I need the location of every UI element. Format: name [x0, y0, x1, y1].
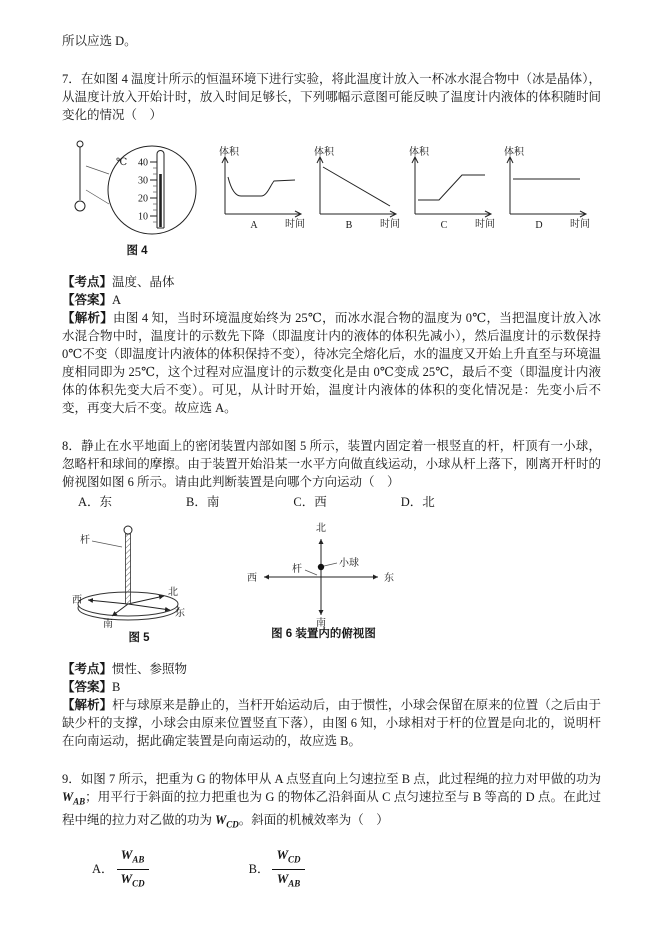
figure-4-thermometer-block — [62, 132, 212, 259]
fraction-numerator-sub: AB — [132, 854, 145, 865]
graph-b-xlabel: 时间 — [380, 219, 400, 230]
volume-time-graph-b — [307, 144, 402, 236]
q9-text-part2: ；用平行于斜面的拉力把重也为 G 的物体乙沿斜面从 C 点匀速拉至与 B 等高的 D 点。在此过程中绳的拉力对乙做的功为 — [62, 790, 601, 827]
q9-work-symbol-1: W — [62, 790, 74, 804]
rod-pointer-line — [92, 541, 122, 547]
graph-c-ylabel: 体积 — [409, 147, 429, 158]
svg-text:40: 40 — [138, 157, 148, 169]
q8-answer-value: B — [112, 680, 121, 694]
question-9-text — [62, 770, 601, 833]
rod-pointer-line — [305, 570, 317, 575]
graph-b-ylabel: 体积 — [314, 147, 334, 158]
lens-callout-line — [86, 166, 109, 174]
q8-option-b: B．南 — [186, 495, 220, 509]
q9-option-a — [92, 847, 149, 891]
fraction-numerator: W — [120, 847, 133, 862]
north-label: 北 — [168, 587, 178, 598]
fraction-numerator: W — [276, 847, 289, 862]
fraction-denominator-sub: CD — [132, 878, 145, 889]
ball-dot — [318, 564, 324, 570]
graph-a-curve — [228, 177, 295, 196]
jiexi-label: 【解析】 — [62, 698, 113, 712]
west-label: 西 — [72, 595, 82, 606]
q9-option-b — [249, 847, 305, 891]
jiexi-label: 【解析】 — [62, 311, 114, 325]
kaodian-label: 【考点】 — [62, 275, 113, 289]
answer-label: 【答案】 — [62, 293, 113, 307]
volume-time-graph-a — [212, 144, 307, 236]
volume-time-graph-d — [497, 144, 592, 236]
figure-4-group — [62, 132, 601, 259]
vertical-rod — [126, 534, 131, 604]
svg-text:20: 20 — [138, 193, 148, 205]
q8-jiexi-text: 杆与球原来是静止的，当杆开始运动后，由于惯性，小球会保留在原来的位置（之后由于缺少杆的支撑，小球会由原来位置竖直下落），由图 6 知，小球相对于杆的位置是向北的，说明杆在向南运动，据此确定装置是向南运动的，故应选 B。 — [62, 698, 601, 748]
q7-answer-value: A — [112, 293, 122, 307]
figure-4-caption: 图 4 — [126, 245, 148, 257]
east-label: 东 — [384, 573, 394, 584]
thermometer-tube — [157, 151, 164, 229]
graph-a-xlabel: 时间 — [285, 219, 305, 230]
graph-d-xlabel: 时间 — [570, 219, 590, 230]
thermometer-bulb — [75, 201, 85, 211]
q8-option-a: A．东 — [78, 495, 113, 509]
q8-jiexi-paragraph — [62, 696, 601, 750]
ball-label: 小球 — [339, 558, 359, 569]
fraction-denominator: W — [276, 870, 289, 886]
q9-work-subscript-1: AB — [73, 796, 86, 807]
figure-5-block — [64, 519, 214, 646]
rod-label: 杆 — [292, 564, 302, 575]
q9-work-symbol-2: W — [215, 812, 227, 827]
question-8-text: 8．静止在水平地面上的密闭装置内部如图 5 所示，装置内固定着一根竖直的杆，杆顶有一小球，忽略杆和球间的摩擦。由于装置开始沿某一水平方向做直线运动，小球从杆上落下，刚离开杆时的俯视图如图 6 所示。请由此判断装置是向哪个方向运动（ ） — [62, 439, 601, 489]
rod-label: 杆 — [80, 535, 90, 546]
fraction-wcd-over-wab — [272, 847, 304, 891]
q7-kaodian-line — [62, 273, 601, 291]
fraction-denominator-sub: AB — [288, 878, 301, 889]
compass-cross — [264, 539, 378, 615]
volume-time-graph-c — [402, 144, 497, 236]
thermometer-hanger-ring — [77, 141, 83, 147]
q7-kaodian-value: 温度、晶体 — [112, 275, 175, 289]
mercury-column — [159, 174, 162, 227]
east-label: 东 — [175, 608, 185, 619]
option-graphs — [212, 144, 592, 259]
q9-option-b-label: B． — [248, 862, 270, 877]
q7-answer-line — [62, 291, 601, 309]
device-side-view-figure — [64, 519, 214, 631]
graph-a-ylabel: 体积 — [219, 147, 239, 158]
q9-option-a-label: A． — [92, 862, 114, 877]
graph-d-ylabel: 体积 — [504, 147, 524, 158]
figure-6-block — [226, 519, 421, 642]
graph-b-curve — [323, 167, 390, 206]
graph-d-letter: D — [535, 220, 543, 231]
fraction-denominator: W — [120, 870, 133, 886]
thermometer-scale-numbers — [138, 158, 148, 223]
q9-text-part1: 9．如图 7 所示，把重为 G 的物体甲从 A 点竖直向上匀速拉至 B 点，此过程绳的拉力对甲做的功为 — [62, 772, 601, 786]
answer-label: 【答案】 — [62, 680, 113, 694]
q7-jiexi-text: 由图 4 知，当时环境温度始终为 25℃，而冰水混合物的温度为 0℃，当把温度计放入冰水混合物中时，温度计的示数先下降（即温度计内的液体的体积先减小），然后温度计的示数保持 0℃不变（即温度计内液体的体积保持不变），待冰完全熔化后，水的温度又开始上升直至与环境温度相同即为 25℃，这个过程对应温度计的示数变化是由 0℃变成 25℃，最后不变（即温度计内液体的体积先变大后不变）。可见，从计时开始，温度计内液体的体积的变化情况是：先变小后不变，再变大后不变。故应选 A。 — [62, 311, 601, 415]
graph-c-xlabel: 时间 — [475, 219, 495, 230]
graph-a-letter: A — [250, 220, 258, 231]
device-top-view-figure — [226, 519, 421, 627]
figure-6-caption: 图 6 装置内的俯视图 — [271, 628, 376, 640]
q8-option-c: C．西 — [293, 495, 327, 509]
graph-b-letter: B — [345, 220, 353, 231]
kaodian-label: 【考点】 — [62, 662, 113, 676]
q8-option-d: D．北 — [400, 495, 435, 509]
figure-5-6-group — [62, 519, 601, 646]
south-label: 南 — [316, 618, 326, 627]
small-ball — [124, 526, 132, 534]
lens-callout-line — [86, 190, 109, 204]
south-label: 南 — [103, 619, 113, 630]
thermometer-scale-ticks — [150, 162, 157, 222]
svg-text:10: 10 — [138, 211, 148, 223]
fraction-wab-over-wcd — [117, 847, 149, 891]
q8-answer-line — [62, 678, 601, 696]
q9-text-part3: 。斜面的机械效率为（ ） — [238, 812, 389, 827]
svg-text:30: 30 — [138, 175, 148, 187]
q9-work-subscript-2: CD — [226, 819, 239, 829]
celsius-unit-label: ℃ — [116, 157, 128, 168]
q8-kaodian-line — [62, 660, 601, 678]
graph-c-letter: C — [440, 220, 448, 231]
q9-options-row — [62, 847, 601, 891]
prev-answer-conclusion: 所以应选 D。 — [62, 34, 137, 48]
q8-kaodian-value: 惯性、参照物 — [112, 662, 188, 676]
question-7-text: 7．在如图 4 温度计所示的恒温环境下进行实验，将此温度计放入一杯冰水混合物中（冰是晶体），从温度计放入开始计时，放入时间足够长，下列哪幅示意图可能反映了温度计内液体的体积随时间变化的情况（ ） — [62, 72, 601, 122]
q8-options-row — [62, 493, 601, 511]
thermometer-figure — [62, 132, 212, 244]
ball-pointer-line — [324, 563, 337, 566]
figure-5-caption: 图 5 — [128, 632, 150, 644]
graph-c-curve — [418, 175, 485, 200]
q7-jiexi-paragraph — [62, 309, 601, 417]
west-label: 西 — [247, 573, 257, 584]
fraction-numerator-sub: CD — [288, 854, 301, 865]
north-label: 北 — [316, 523, 326, 534]
